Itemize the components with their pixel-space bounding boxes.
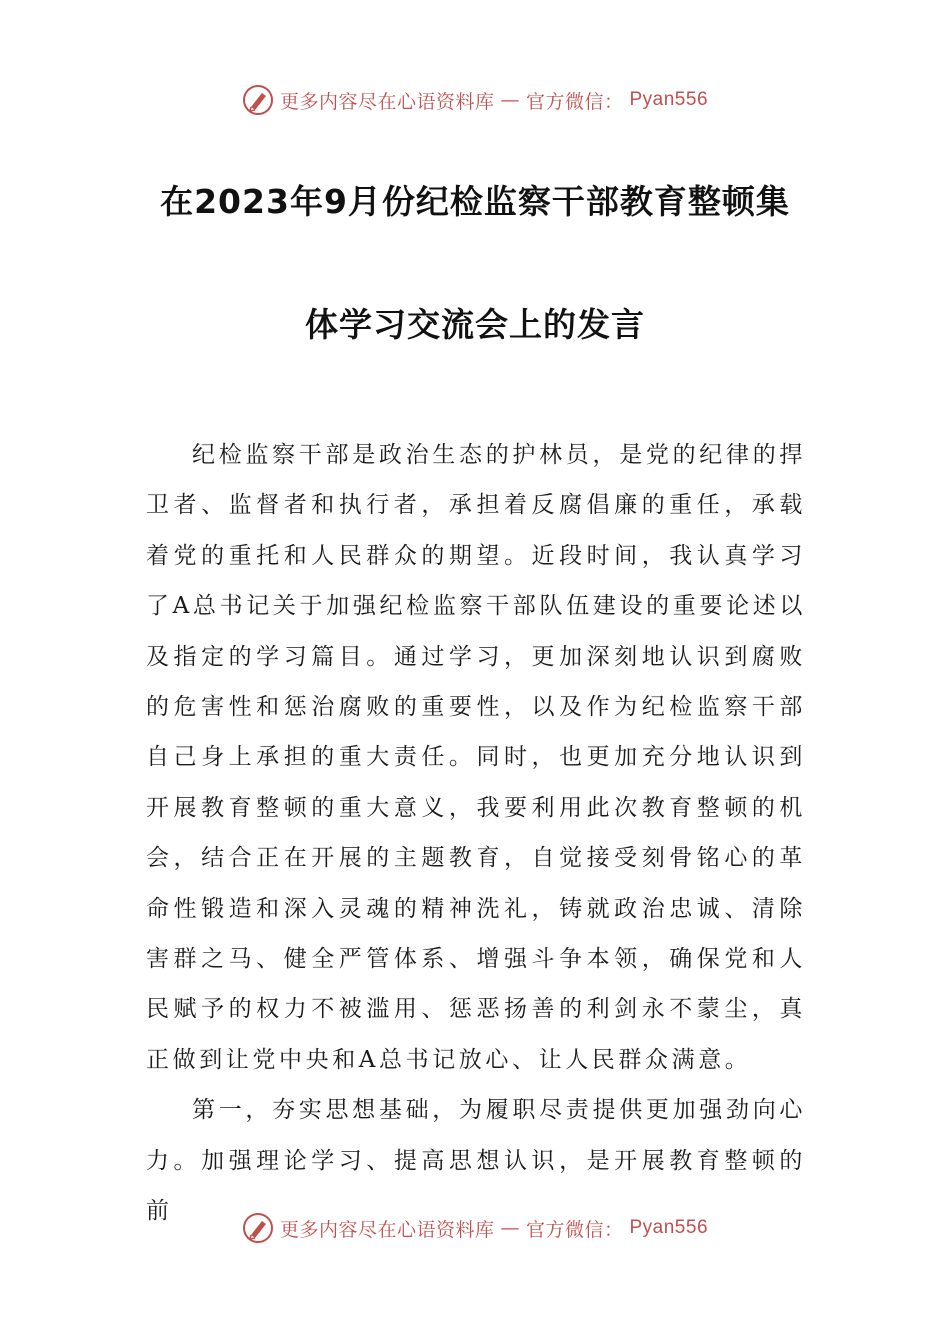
watermark-brand: 更多内容尽在心语资料库 <box>279 1218 495 1241</box>
header-watermark <box>0 84 950 116</box>
pen-logo-icon <box>242 1212 274 1244</box>
body-paragraph-1: 纪检监察干部是政治生态的护林员，是党的纪律的捍卫者、监督者和执行者，承担着反腐倡廉的重任，承载着党的重托和人民群众的期望。近段时间，我认真学习了A总书记关于加强纪检监察干部队伍建设的重要论述以及指定的学习篇目。通过学习，更加深刻地认识到腐败的危害性和惩治腐败的重要性，以及作为纪检监察干部自己身上承担的重大责任。同时，也更加充分地认识到开展教育整顿的重大意义，我要利用此次教育整顿的机会，结合正在开展的主题教育，自觉接受刻骨铭心的革命性锻造和深入灵魂的精神洗礼，铸就政治忠诚、清除害群之马、健全严管体系、增强斗争本领，确保党和人民赋予的权力不被滥用、惩恶扬善的利剑永不蒙尘，真正做到让党中央和A总书记放心、让人民群众满意。 <box>146 442 806 1073</box>
body-paragraph-2: 第一，夯实思想基础，为履职尽责提供更加强劲向心力。加强理论学习、提高思想认识，是开展教育整顿的前 <box>146 1097 806 1225</box>
watermark-wechat-label: 官方微信： <box>525 90 624 113</box>
watermark-separator: — <box>500 1217 520 1239</box>
footer-watermark <box>0 1212 950 1244</box>
document-title-line-1: 在2023年9月份纪检监察干部教育整顿集 <box>160 182 790 221</box>
watermark-wechat-id: Pyan556 <box>629 89 709 110</box>
pen-logo-icon <box>242 84 274 116</box>
watermark-wechat-id: Pyan556 <box>629 1217 709 1238</box>
document-title-line-2: 体学习交流会上的发言 <box>305 305 645 344</box>
watermark-brand: 更多内容尽在心语资料库 <box>279 90 495 113</box>
watermark-wechat-label: 官方微信： <box>525 1218 624 1241</box>
watermark-separator: — <box>500 89 520 111</box>
document-body <box>146 430 806 1237</box>
